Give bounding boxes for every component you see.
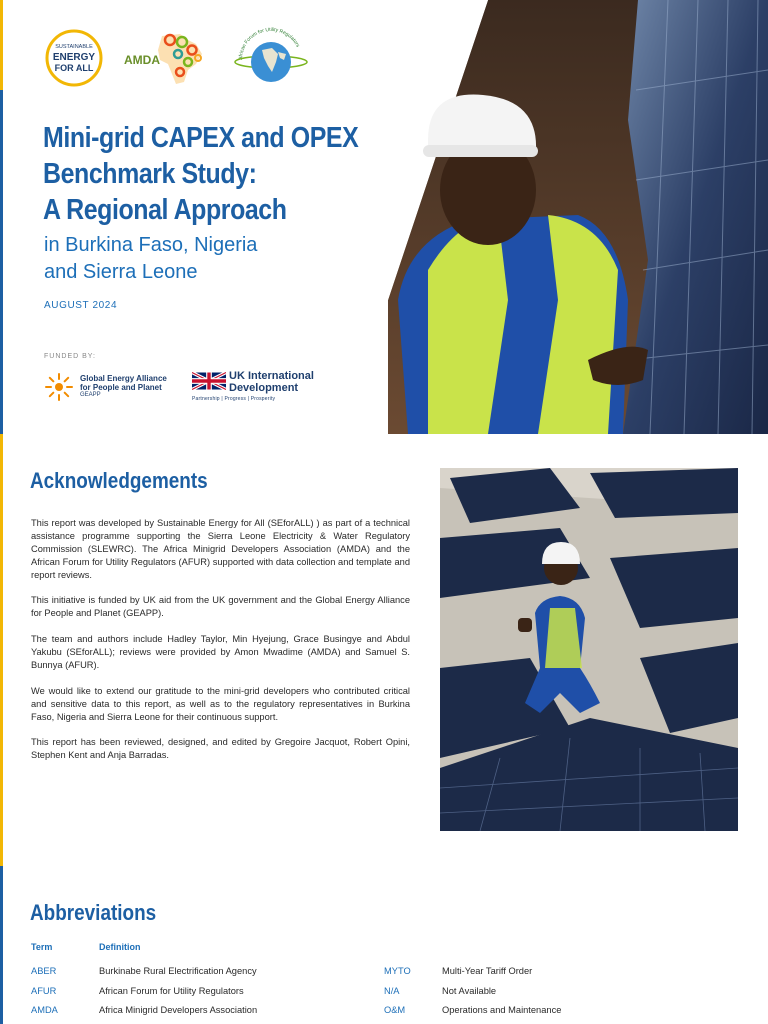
abbr-term: N/A: [384, 986, 400, 996]
abbr-definition: Not Available: [442, 986, 497, 996]
seforall-logo: [44, 28, 104, 88]
afur-logo: [228, 26, 314, 88]
acknowledgements-heading: Acknowledgements: [30, 468, 208, 493]
geapp-sun-icon: [44, 372, 74, 402]
report-title: Mini-grid CAPEX and OPEX Benchmark Study: A Regional Approach: [43, 122, 359, 226]
ack-paragraph: We would like to extend our gratitude to the mini-grid developers who contributed critical and sensitive data to this report, as well as to the regulatory representatives in Burkina Faso, Nigeria and Sierra Leone for their continuous support.: [31, 685, 410, 722]
geapp-logo: Global Energy Alliance for People and Planet GEAPP: [44, 372, 184, 402]
abbr-header-definition: Definition: [99, 942, 141, 952]
acknowledgements-body: [31, 517, 410, 775]
photo-worker-on-solar-roof: [440, 468, 738, 831]
abbr-definition: Operations and Maintenance: [442, 1005, 562, 1015]
edge-accent-yellow: [0, 434, 3, 866]
edge-accent-blue-bottom: [0, 866, 3, 1024]
svg-text:ENERGY: ENERGY: [52, 52, 96, 63]
abbr-term: AFUR: [31, 986, 57, 996]
edge-accent-blue: [0, 90, 3, 434]
svg-text:SUSTAINABLE: SUSTAINABLE: [55, 44, 93, 50]
abbr-header-term: Term: [31, 942, 53, 952]
ack-paragraph: This initiative is funded by UK aid from the UK government and the Global Energy Alliance for People and Planet (GEAPP).: [31, 595, 410, 619]
abbr-definition: Multi-Year Tariff Order: [442, 966, 533, 976]
abbreviations-heading: Abbreviations: [30, 900, 157, 925]
svg-text:FOR ALL: FOR ALL: [54, 63, 94, 73]
abbr-term: O&M: [384, 1005, 406, 1015]
abbr-term: MYTO: [384, 966, 411, 976]
edge-accent-top: [0, 0, 3, 90]
union-flag-icon: [192, 370, 226, 392]
abbr-definition: Africa Minigrid Developers Association: [99, 1005, 258, 1015]
svg-text:AMDA: AMDA: [124, 53, 160, 67]
ack-paragraph: This report has been reviewed, designed, and edited by Gregoire Jacquot, Robert Opini, Stephen Kent and Anja Barradas.: [31, 737, 410, 761]
hero-photo-worker-solar-panel: [388, 0, 768, 434]
uk-international-development-logo: UK International Development Partnership | Progress | Prosperity: [192, 370, 314, 402]
abbr-definition: African Forum for Utility Regulators: [99, 986, 244, 996]
abbr-term: AMDA: [31, 1005, 58, 1015]
ack-paragraph: The team and authors include Hadley Taylor, Min Hyejung, Grace Busingye and Abdul Yakubu (SEforALL); reviews were provided by Amon Mwadime (AMDA) and Samuel S. Bunnya (AFUR).: [31, 634, 410, 670]
report-date: AUGUST 2024: [44, 300, 118, 311]
report-subtitle: in Burkina Faso, Nigeria and Sierra Leone: [44, 234, 258, 283]
funded-by-label: FUNDED BY:: [44, 353, 97, 360]
svg-text:African Forum for Utility Regu: African Forum for Utility Regulators: [237, 27, 301, 61]
ack-paragraph: This report was developed by Sustainable Energy for All (SEforALL) ) as part of a technical assistance programme supporting the Sierra Leone Electricity & Water Regulatory Commission (SLEWRC). The Africa Minigrid Developers Association (AMDA) and the African Forum for Utility Regulators (AFUR) supported with data collection and template and report reviews.: [31, 518, 410, 580]
abbr-term: ABER: [31, 966, 57, 976]
abbr-definition: Burkinabe Rural Electrification Agency: [99, 966, 257, 976]
amda-logo: [122, 30, 208, 86]
